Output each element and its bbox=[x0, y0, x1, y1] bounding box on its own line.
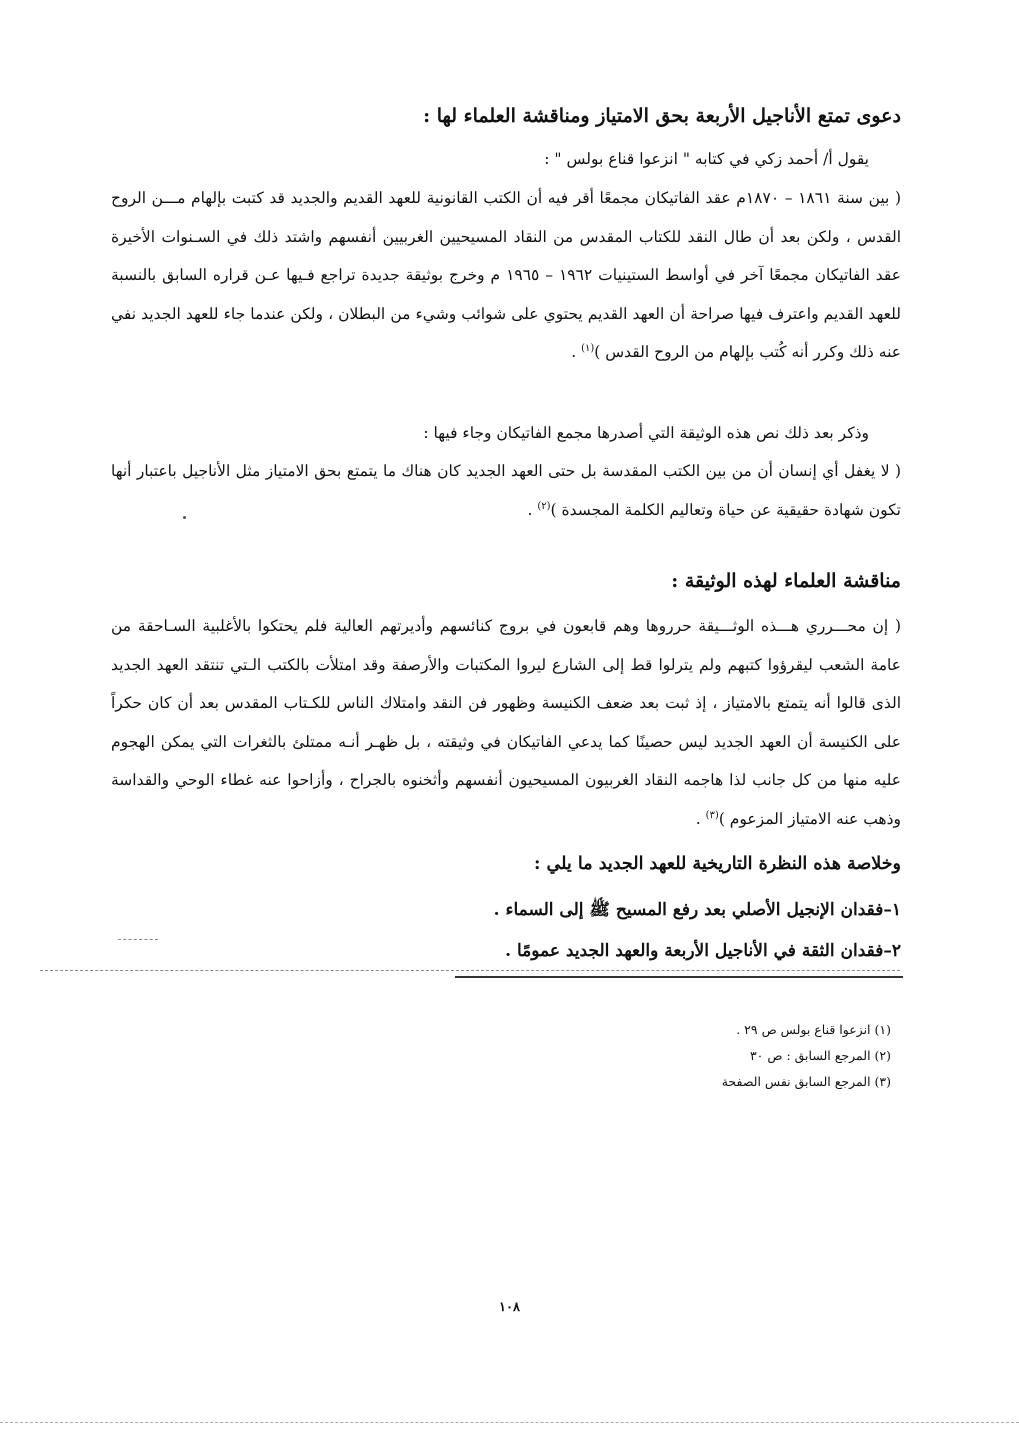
quote-paragraph-2 bbox=[111, 452, 901, 529]
list-item-2: ٢–فقدان الثقة في الأناجيل الأربعة والعهد الجديد عمومًا . bbox=[505, 941, 901, 961]
page-number: ١٠٨ bbox=[499, 1300, 520, 1315]
quote-end-1: . bbox=[571, 343, 582, 361]
footnote-ref-3: (٣) bbox=[705, 809, 719, 821]
quote-end-2: . bbox=[527, 500, 538, 519]
quote-text-1: ( بين سنة ١٨٦١ – ١٨٧٠م عقد الفاتيكان مجمعًا أقر فيه أن الكتب القانونية للعهد القديم والجديد قد كتبت بإلهام مـــن الروح القدس ، ولكن بعد أن طال النقد للكتاب المقدس من النقاد المسيحيين الغربيين أنفسهم واشتد ذلك في السـنوات الأخيرة عقد الفاتيكان مجمعًا آخر في أواسط الستينيات ١٩٦٢ – ١٩٦٥ م وخرج بوثيقة جديدة تراجع فـيها عـن قراره السابق بالنسبة للعهد القديم واعترف فيها صراحة أن العهد القديم يحتوي على شوائب وشيء من البطلان ، ولكن عندما جاء للعهد الجديد نفي عنه ذلك وكرر أنه كُتب بإلهام من الروح القدس ) bbox=[111, 189, 901, 361]
footnote-ref-2: (٢) bbox=[537, 500, 551, 512]
margin-mark bbox=[118, 939, 158, 940]
quote-paragraph-3 bbox=[111, 607, 901, 838]
footnote-2: (٢) المرجع السابق : ص ٣٠ bbox=[749, 1048, 891, 1063]
footnote-3: (٣) المرجع السابق نفس الصفحة bbox=[721, 1074, 891, 1089]
bottom-edge-rule bbox=[0, 1422, 1019, 1423]
section-heading-claim: دعوى تمتع الأناجيل الأربعة بحق الامتياز ومناقشة العلماء لها : bbox=[423, 105, 901, 127]
intro-document: وذكر بعد ذلك نص هذه الوثيقة التي أصدرها مجمع الفاتيكان وجاء فيها : bbox=[423, 424, 869, 442]
quote-end-3: . bbox=[695, 809, 706, 828]
stray-mark bbox=[183, 516, 186, 519]
quote-text-3: ( إن محـــرري هـــذه الوثـــيقة حرروها وهم قابعون في بروج كنائسهم وأديرتهم العالية فلم يحتكوا بالأغلبية السـاحقة من عامة الشعب ليقرؤوا كتبهم ولم يترلوا قط إلى الشارع ليروا المكتبات والأرصفة وقد امتلأت بالكتب الـتي تنتقد العهد الجديد الذى قالوا أنه يتمتع بالامتياز ، إذ ثبت بعد ضعف الكنيسة وظهور فن النقد وامتلاك الناس للكـتاب المقدس بعد أن كان حكراً على الكنيسة أن العهد الجديد ليس حصينًا كما يدعي الفاتيكان في وثيقته ، بل ظهـر أنـه ممتلئ بالثغرات التي يمكن الهجوم عليه منها من كل جانب لذا هاجمه النقاد الغربيون المسيحيون أنفسهم وأثخنوه بالجراح ، وأزاحوا عنه غطاء الوحي والقداسة وذهب عنه الامتياز المزعوم ) bbox=[111, 617, 901, 828]
quote-paragraph-1 bbox=[111, 179, 901, 372]
page-rule bbox=[40, 970, 900, 971]
footnote-1: (١) انزعوا قناع بولس ص ٢٩ . bbox=[736, 1022, 891, 1037]
quote-text-2: ( لا يغفل أي إنسان أن من بين الكتب المقدسة بل حتى العهد الجديد كان هناك ما يتمتع بحق الامتياز مثل الأناجيل باعتبار أنها تكون شهادة حقيقية عن حياة وتعاليم الكلمة المجسدة ) bbox=[111, 462, 901, 519]
footnote-separator bbox=[455, 976, 903, 978]
footnotes bbox=[491, 1017, 891, 1095]
intro-citation: يقول أ/ أحمد زكي في كتابه " انزعوا قناع بولس " : bbox=[544, 150, 869, 168]
conclusion-heading: وخلاصة هذه النظرة التاريخية للعهد الجديد ما يلي : bbox=[534, 854, 901, 874]
footnote-ref-1: (١) bbox=[581, 342, 595, 354]
section-heading-discussion: مناقشة العلماء لهذه الوثيقة : bbox=[671, 570, 901, 592]
list-item-1: ١–فقدان الإنجيل الأصلي بعد رفع المسيح ﷺ إلى السماء . bbox=[493, 900, 901, 920]
